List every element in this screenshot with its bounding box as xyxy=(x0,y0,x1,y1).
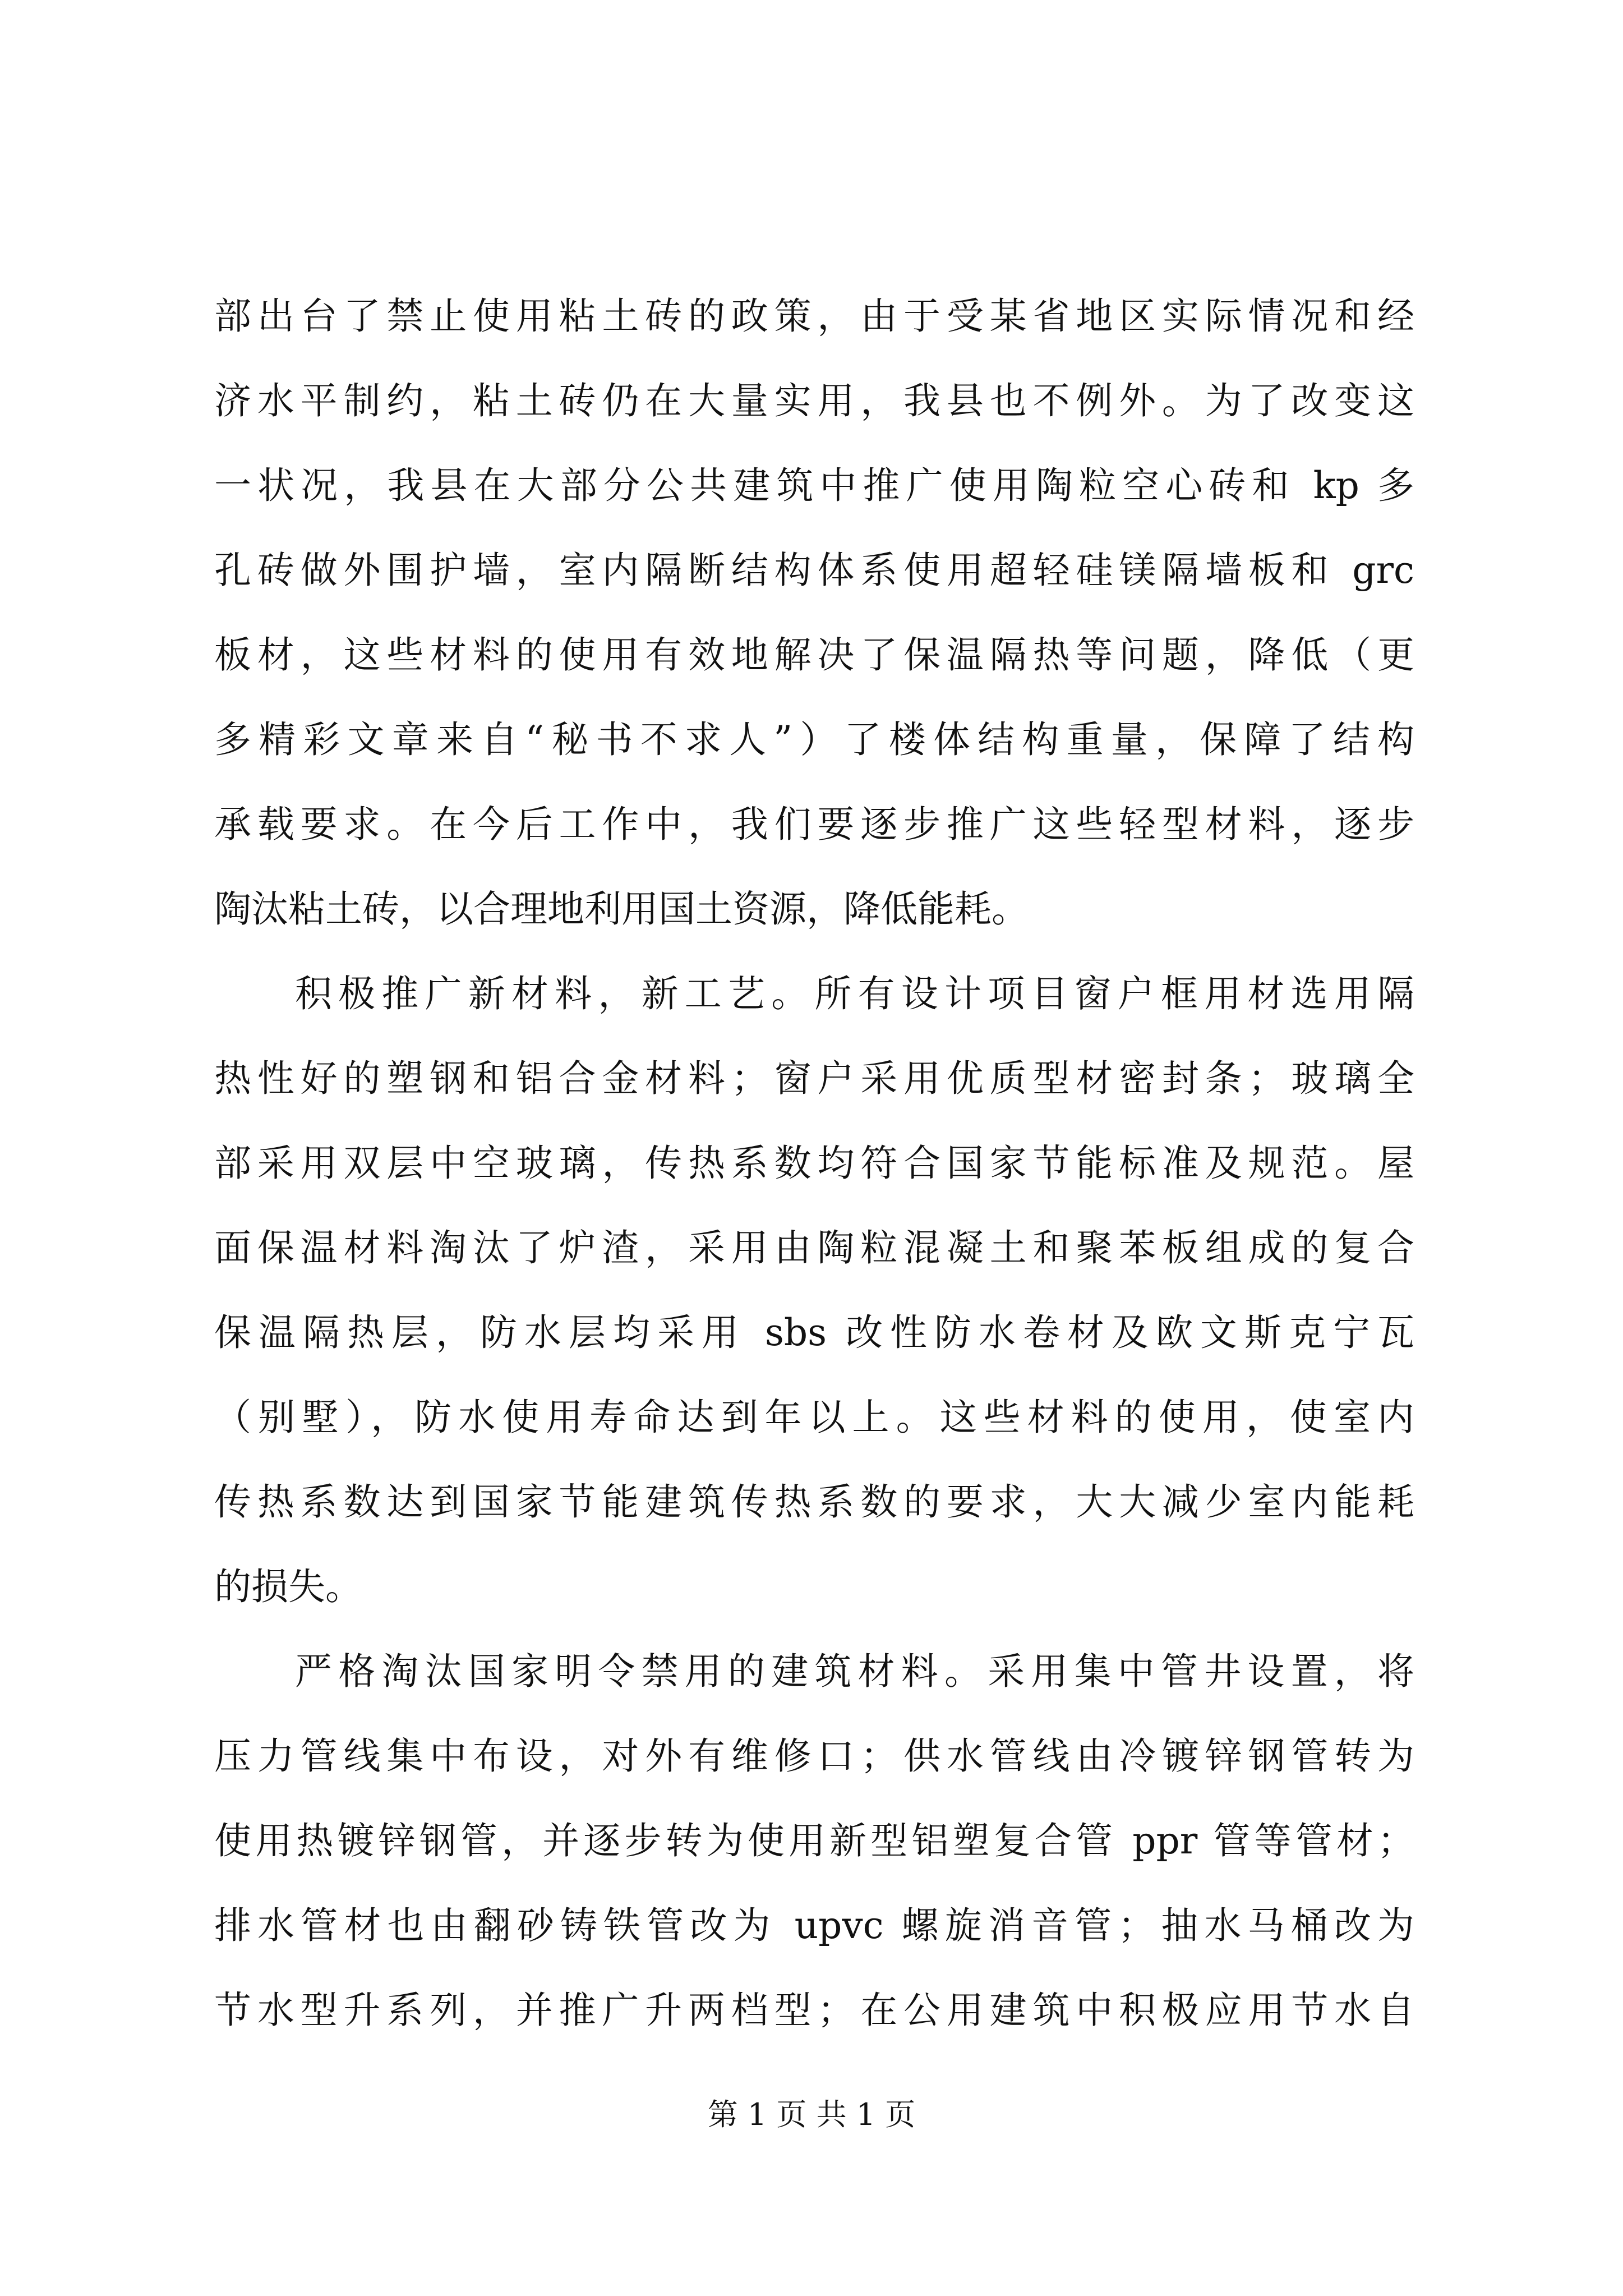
paragraph-3-line: 节水型升系列，并推广升两档型；在公用建筑中积极应用节水自 xyxy=(214,1989,1414,2032)
paragraph-2-line: 积极推广新材料，新工艺。所有设计项目窗户框用材选用隔 xyxy=(295,972,1414,1015)
paragraph-3-line: 严格淘汰国家明令禁用的建筑材料。采用集中管井设置，将 xyxy=(295,1650,1414,1693)
paragraph-1-line: 板材，这些材料的使用有效地解决了保温隔热等问题，降低（更 xyxy=(214,633,1414,677)
paragraph-1-line: 济水平制约，粘土砖仍在大量实用，我县也不例外。为了改变这 xyxy=(214,379,1414,422)
paragraph-2-line: 热性好的塑钢和铝合金材料；窗户采用优质型材密封条；玻璃全 xyxy=(214,1057,1414,1100)
paragraph-2-line: 部采用双层中空玻璃，传热系数均符合国家节能标准及规范。屋 xyxy=(214,1142,1414,1185)
paragraph-1-line: 陶汰粘土砖，以合理地利用国土资源，降低能耗。 xyxy=(214,887,1029,931)
paragraph-1-line: 一状况，我县在大部分公共建筑中推广使用陶粒空心砖和 kp 多 xyxy=(214,464,1414,507)
paragraph-1-line: 承载要求。在今后工作中，我们要逐步推广这些轻型材料，逐步 xyxy=(214,803,1414,846)
paragraph-1-line: 多精彩文章来自“秘书不求人”）了楼体结构重量，保障了结构 xyxy=(214,718,1414,761)
paragraph-2-line: 传热系数达到国家节能建筑传热系数的要求，大大减少室内能耗 xyxy=(214,1480,1414,1524)
paragraph-2-line: 面保温材料淘汰了炉渣，采用由陶粒混凝土和聚苯板组成的复合 xyxy=(214,1226,1414,1269)
paragraph-2-line: 的损失。 xyxy=(214,1565,362,1608)
paragraph-2-line: （别墅），防水使用寿命达到年以上。这些材料的使用，使室内 xyxy=(214,1396,1414,1439)
paragraph-2-line: 保温隔热层，防水层均采用 sbs 改性防水卷材及欧文斯克宁瓦 xyxy=(214,1311,1414,1354)
page-number-footer: 第 1 页 共 1 页 xyxy=(707,2097,916,2132)
paragraph-3-line: 使用热镀锌钢管，并逐步转为使用新型铝塑复合管 ppr 管等管材； xyxy=(214,1819,1414,1862)
paragraph-1-line: 孔砖做外围护墙，室内隔断结构体系使用超轻硅镁隔墙板和 grc xyxy=(214,549,1414,592)
paragraph-1-line: 部出台了禁止使用粘土砖的政策，由于受某省地区实际情况和经 xyxy=(214,295,1414,338)
paragraph-3-line: 排水管材也由翻砂铸铁管改为 upvc 螺旋消音管；抽水马桶改为 xyxy=(214,1904,1414,1947)
document-body xyxy=(214,296,1414,2075)
paragraph-3-line: 压力管线集中布设，对外有维修口；供水管线由冷镀锌钢管转为 xyxy=(214,1734,1414,1778)
